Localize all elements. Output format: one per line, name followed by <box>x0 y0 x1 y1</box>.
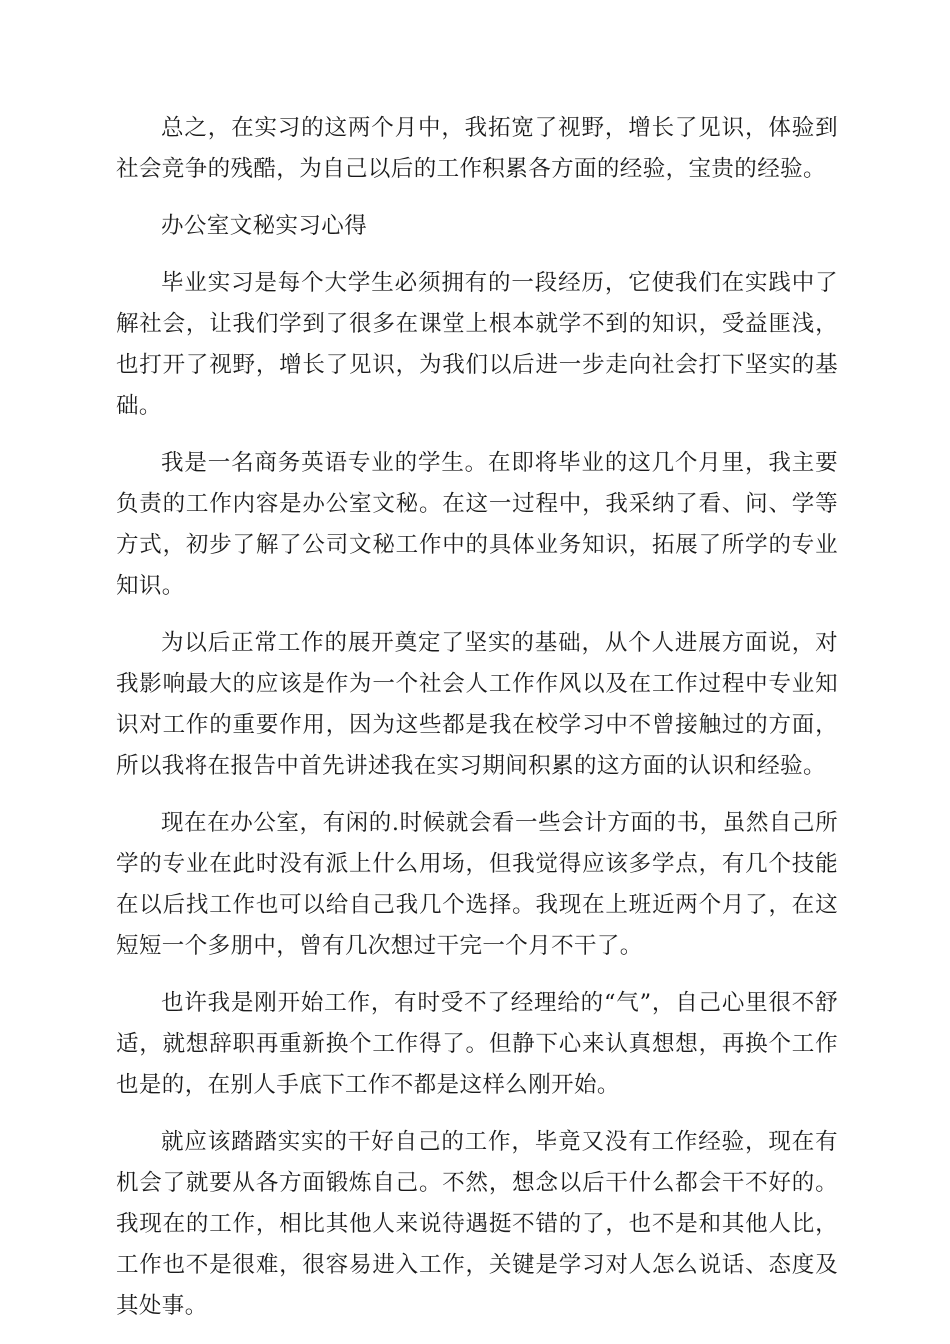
section-heading: 办公室文秘实习心得 <box>161 213 368 239</box>
paragraph-internship-intro: 毕业实习是每个大学生必须拥有的一段经历，它使我们在实践中了解社会，让我们学到了很多在课堂上根本就学不到的知识，受益匪浅，也打开了视野，增长了见识，为我们以后进一步走向社会打下坚实的基础。 <box>116 270 838 419</box>
document-body <box>116 108 838 1343</box>
paragraph-office: 现在在办公室，有闲的.时候就会看一些会计方面的书，虽然自己所学的专业在此时没有派上什么用场，但我觉得应该多学点，有几个技能在以后找工作也可以给自己我几个选择。我现在上班近两个月了，在这短短一个多朋中，曾有几次想过干完一个月不干了。 <box>116 810 838 959</box>
paragraph-work-attitude: 就应该踏踏实实的干好自己的工作，毕竟又没有工作经验，现在有机会了就要从各方面锻炼自己。不然，想念以后干什么都会干不好的。我现在的工作，相比其他人来说待遇挺不错的了，也不是和其他人比，工作也不是很难，很容易进入工作，关键是学习对人怎么说话、态度及其处事。 <box>116 1129 838 1319</box>
paragraph-foundation: 为以后正常工作的展开奠定了坚实的基础，从个人进展方面说，对我影响最大的应该是作为一个社会人工作作风以及在工作过程中专业知识对工作的重要作用，因为这些都是我在校学习中不曾接触过的方面，所以我将在报告中首先讲述我在实习期间积累的这方面的认识和经验。 <box>116 630 838 779</box>
paragraph-summary: 总之，在实习的这两个月中，我拓宽了视野，增长了见识，体验到社会竞争的残酷，为自己以后的工作积累各方面的经验，宝贵的经验。 <box>116 115 838 182</box>
paragraph-new-job: 也许我是刚开始工作，有时受不了经理给的“气”，自己心里很不舒适，就想辞职再重新换个工作得了。但静下心来认真想想，再换个工作也是的，在别人手底下工作不都是这样么刚开始。 <box>116 990 838 1098</box>
paragraph-major: 我是一名商务英语专业的学生。在即将毕业的这几个月里，我主要负责的工作内容是办公室文秘。在这一过程中，我采纳了看、问、学等方式，初步了解了公司文秘工作中的具体业务知识，拓展了所学的专业知识。 <box>116 450 838 599</box>
